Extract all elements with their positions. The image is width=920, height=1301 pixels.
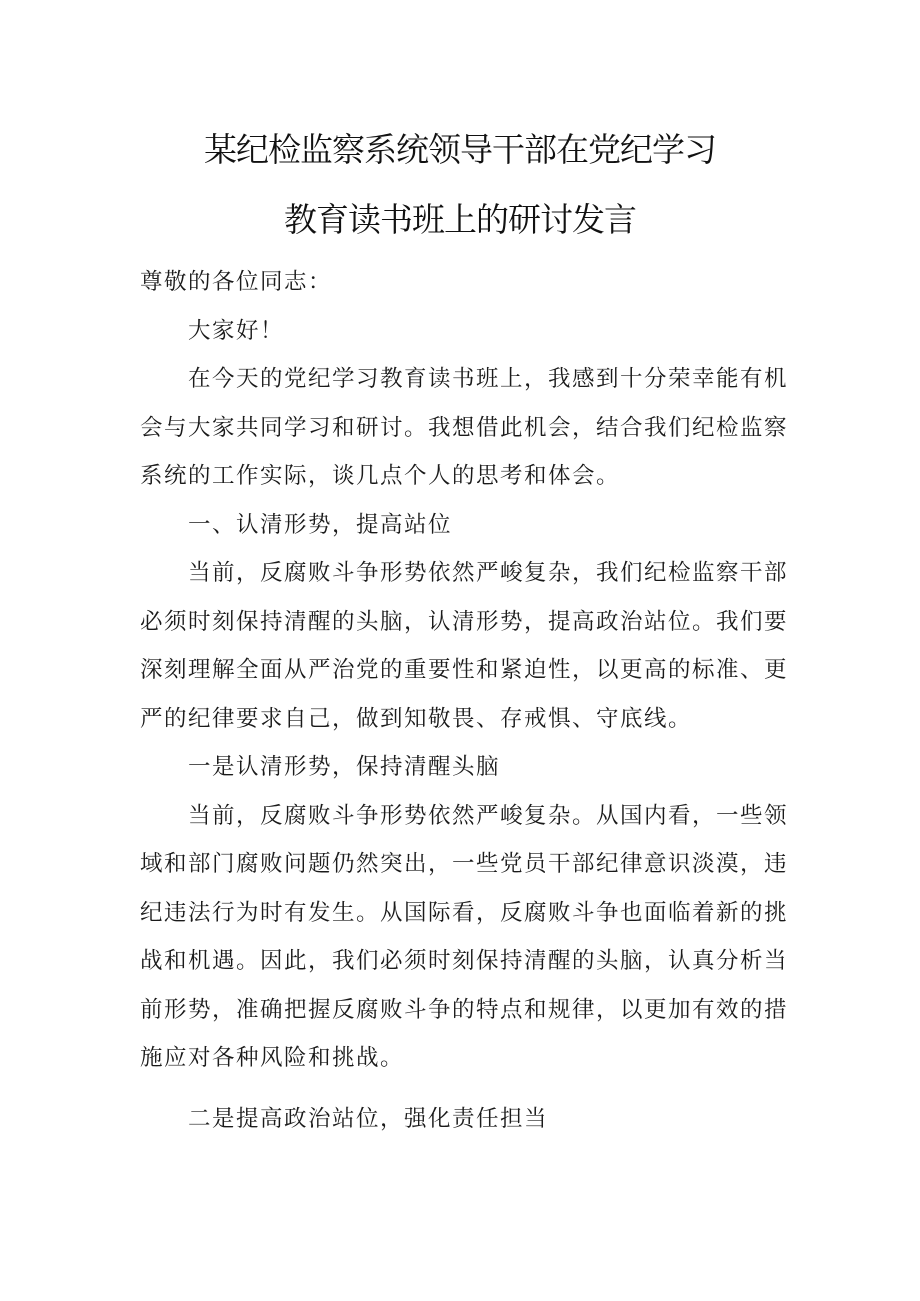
paragraph-section-1: 当前，反腐败斗争形势依然严峻复杂，我们纪检监察干部必须时刻保持清醒的头脑，认清形势，提高政治站位。我们要深刻理解全面从严治党的重要性和紧迫性，以更高的标准、更严的纪律要求自己，做到知敬畏、存戒惧、守底线。: [140, 560, 789, 732]
document-body: [140, 258, 788, 1143]
greeting: 大家好！: [188, 317, 285, 344]
paragraph-intro: 在今天的党纪学习教育读书班上，我感到十分荣幸能有机会与大家共同学习和研讨。我想借此机会，结合我们纪检监察系统的工作实际，谈几点个人的思考和体会。: [140, 366, 789, 489]
subheading-1: 一是认清形势，保持清醒头脑: [188, 754, 501, 780]
document-title-line-1: 某纪检监察系统领导干部在党纪学习: [204, 130, 716, 169]
salutation: 尊敬的各位同志：: [140, 269, 333, 295]
subheading-2: 二是提高政治站位，强化责任担当: [188, 1105, 549, 1132]
paragraph-subsection-1: 当前，反腐败斗争形势依然严峻复杂。从国内看，一些领域和部门腐败问题仍然突出，一些党员干部纪律意识淡漠，违纪违法行为时有发生。从国际看，反腐败斗争也面临着新的挑战和机遇。因此，我们必须时刻保持清醒的头脑，认真分析当前形势，准确把握反腐败斗争的特点和规律，以更加有效的措施应对各种风险和挑战。: [140, 802, 789, 1071]
document-title-line-2: 教育读书班上的研讨发言: [284, 200, 636, 239]
section-heading-1: 一、认清形势，提高站位: [188, 511, 453, 538]
